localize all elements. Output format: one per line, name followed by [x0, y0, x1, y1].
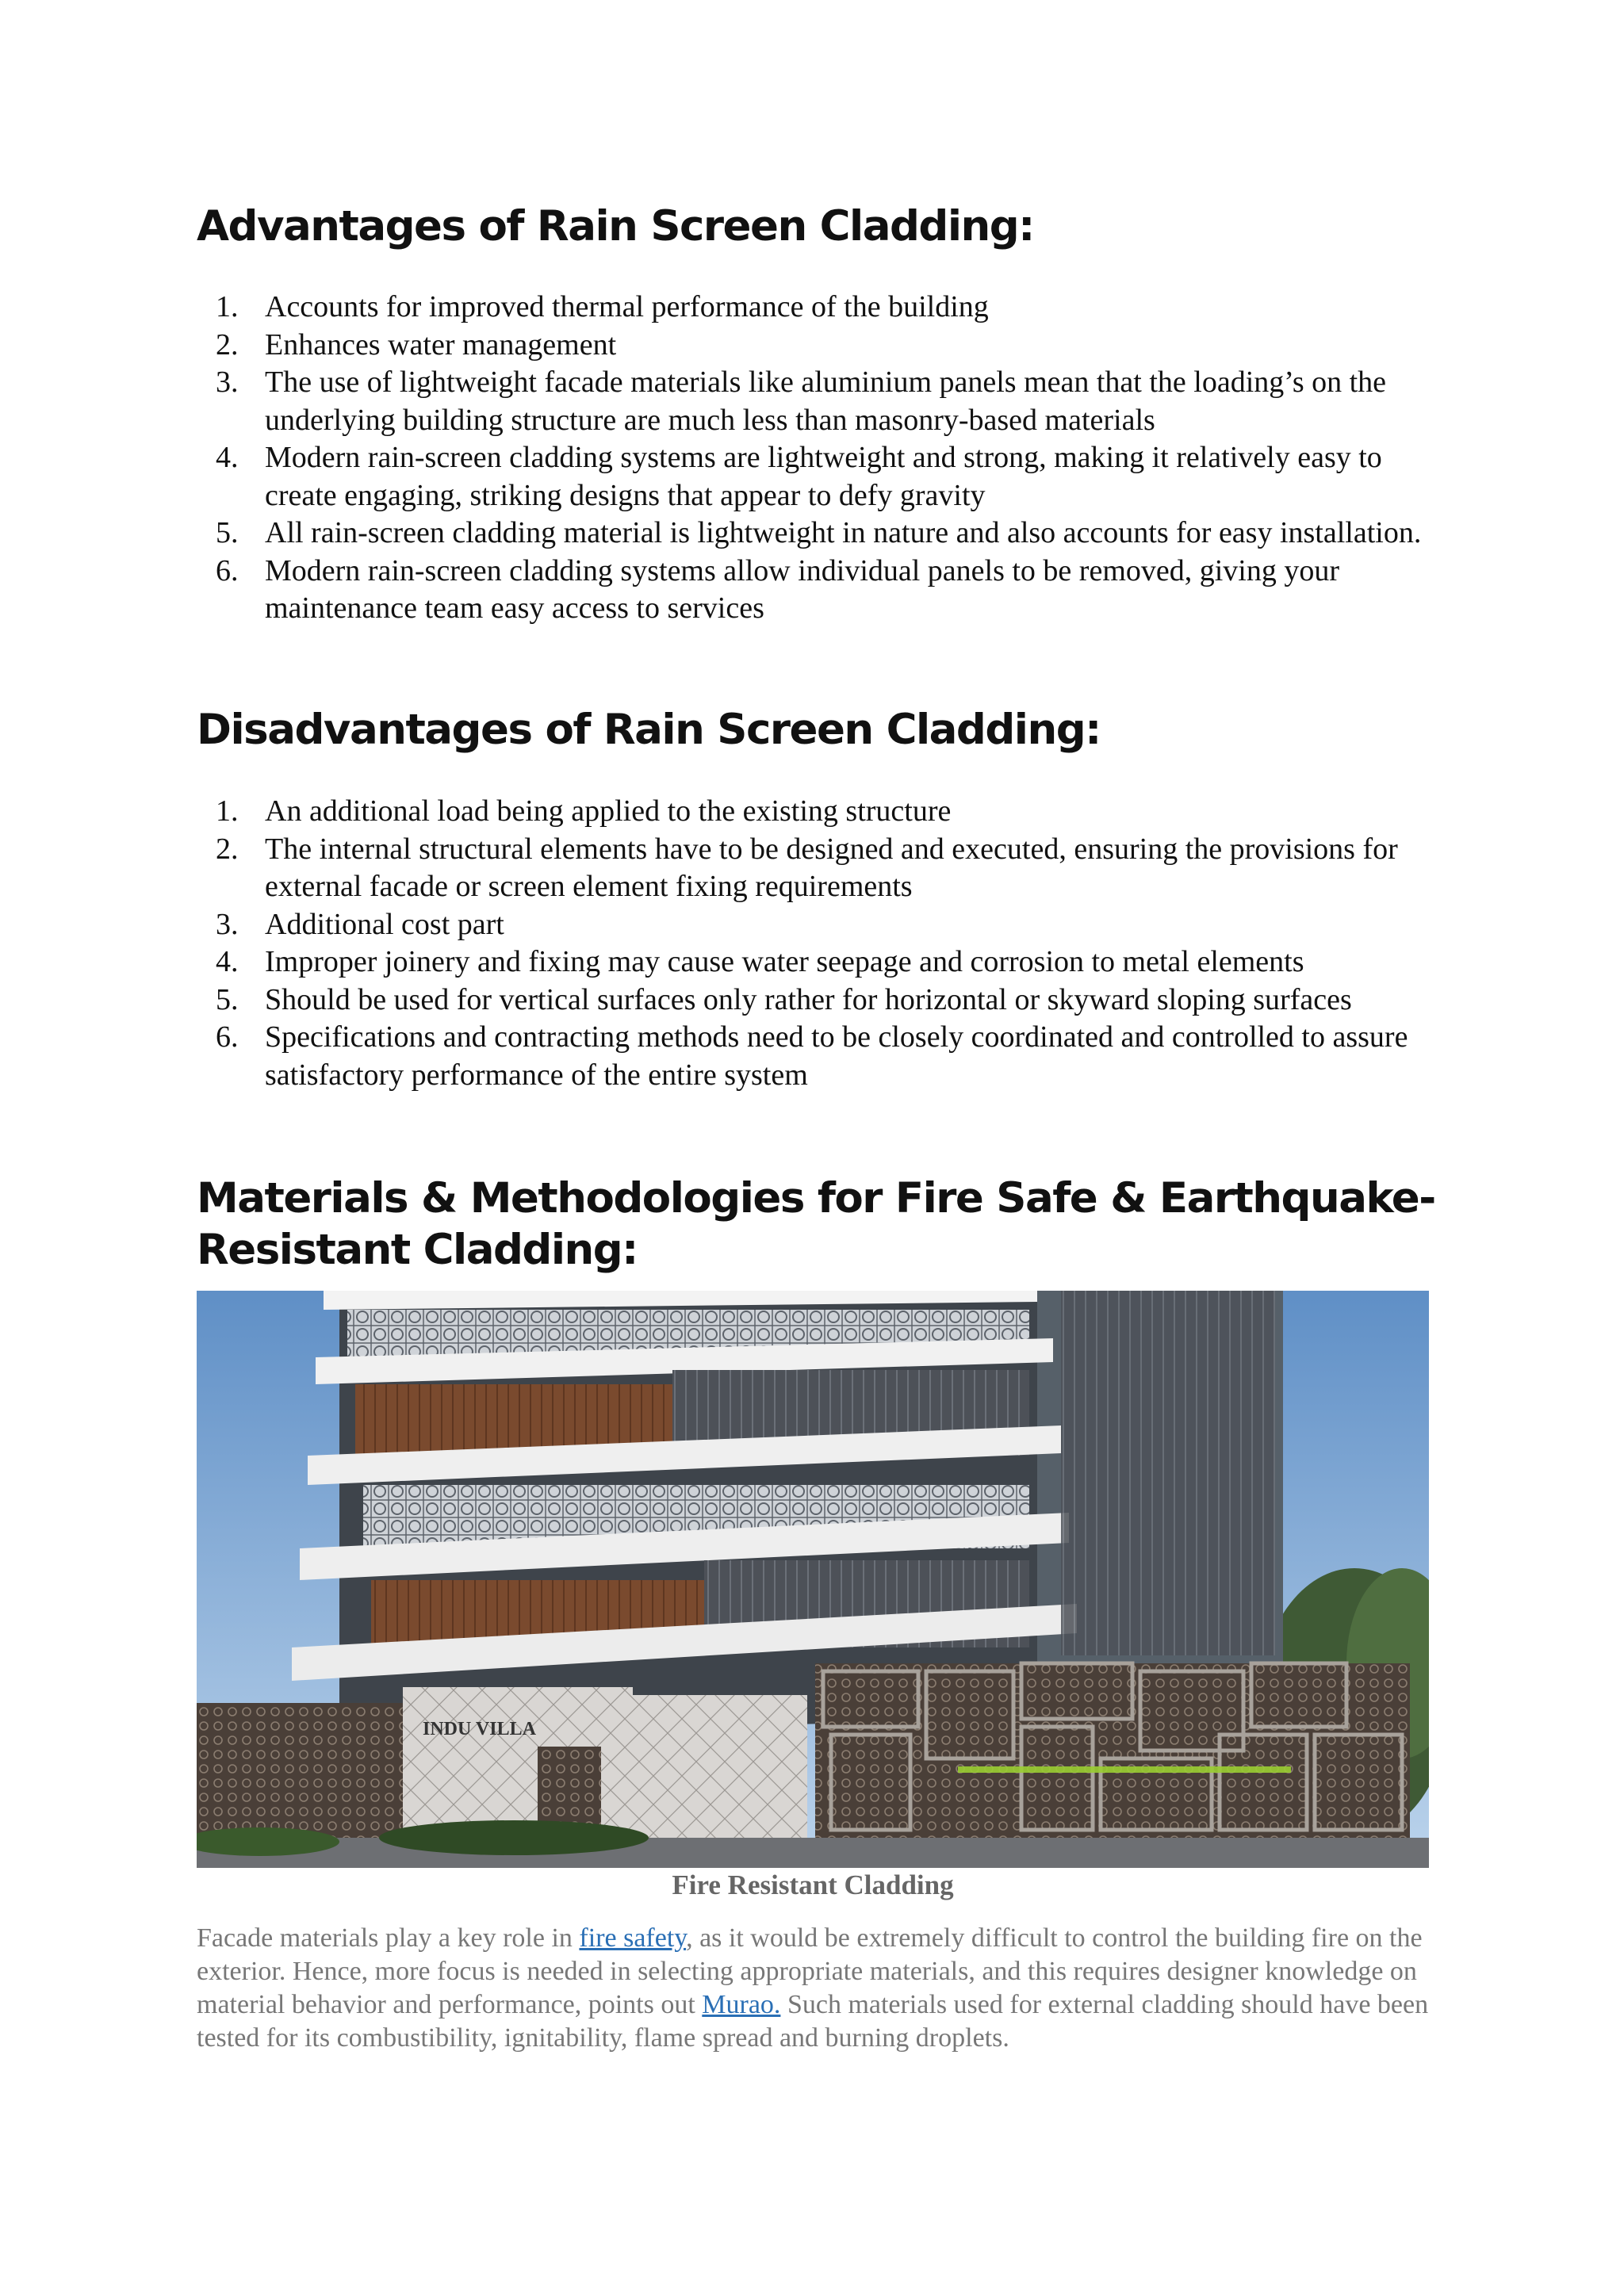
disadvantages-list — [197, 793, 1434, 1094]
list-item-number: 5. — [216, 982, 239, 1016]
list-item-text: Specifications and contracting methods need to be closely coordinated and controlled to assure satisfactory performance of the entire system — [265, 1020, 1408, 1092]
list-item-number: 2. — [216, 327, 239, 362]
advantages-list — [197, 289, 1434, 628]
advantages-heading: Advantages of Rain Screen Cladding: — [197, 202, 1034, 251]
disadvantages-list-item — [197, 982, 1434, 1020]
advantages-list-item — [197, 515, 1434, 553]
building-photo — [197, 1291, 1429, 1868]
list-item-number: 4. — [216, 441, 239, 474]
list-item-number: 2. — [216, 832, 239, 866]
figure-caption: Fire Resistant Cladding — [672, 1869, 954, 1900]
list-item-text: Modern rain-screen cladding systems are lightweight and strong, making it relatively easy to create engaging, striking designs that appear to defy gravity — [265, 441, 1382, 512]
disadvantages-list-item — [197, 906, 1434, 944]
disadvantages-list-item — [197, 831, 1434, 906]
signage-text: INDU VILLA — [423, 1719, 536, 1739]
paragraph-text-1: Facade materials play a key role in — [197, 1923, 580, 1953]
list-item-text: Additional cost part — [265, 907, 504, 941]
list-item-text: All rain-screen cladding material is lightweight in nature and also accounts for easy installation. — [265, 516, 1422, 549]
list-item-number: 3. — [216, 365, 239, 399]
list-item-text: Enhances water management — [265, 327, 617, 362]
disadvantages-list-item — [197, 1019, 1434, 1094]
murao-link[interactable]: Murao. — [702, 1990, 781, 2019]
list-item-text: Modern rain-screen cladding systems allow individual panels to be removed, giving your maintenance team easy access to services — [265, 553, 1340, 625]
list-item-number: 6. — [216, 1020, 239, 1054]
list-item-number: 1. — [216, 794, 239, 828]
list-item-number: 1. — [216, 290, 239, 323]
list-item-text: Should be used for vertical surfaces only rather for horizontal or skyward sloping surfaces — [265, 982, 1352, 1016]
advantages-list-item — [197, 364, 1434, 439]
advantages-list-item — [197, 553, 1434, 628]
materials-heading-line2: Resistant Cladding: — [197, 1226, 638, 1274]
fire-safety-link[interactable]: fire safety — [579, 1923, 687, 1953]
list-item-text: Improper joinery and fixing may cause water seepage and corrosion to metal elements — [265, 945, 1304, 978]
disadvantages-heading: Disadvantages of Rain Screen Cladding: — [197, 706, 1101, 754]
paragraph-text-2: , as it would be extremely difficult to control the building fire on the exterior. Hence, more focus is needed in selecting appropriate materials, and this requires designer knowledge on material behavior and performance, points out — [197, 1923, 1423, 2019]
list-item-number: 6. — [216, 553, 239, 587]
list-item-text: The internal structural elements have to be designed and executed, ensuring the provisions for external facade or screen element fixing requirements — [265, 832, 1398, 903]
list-item-number: 3. — [216, 907, 239, 941]
body-paragraph — [197, 1922, 1434, 2055]
advantages-list-item — [197, 327, 1434, 365]
paragraph-text-3: Such materials used for external cladding should have been tested for its combustibility, ignitability, flame spread and burning droplets. — [197, 1990, 1429, 2053]
list-item-text: Accounts for improved thermal performance of the building — [265, 290, 989, 323]
disadvantages-list-item — [197, 943, 1434, 982]
list-item-number: 4. — [216, 945, 239, 978]
advantages-list-item — [197, 439, 1434, 515]
list-item-text: The use of lightweight facade materials like aluminium panels mean that the loading’s on the underlying building structure are much less than masonry-based materials — [265, 365, 1387, 437]
list-item-number: 5. — [216, 516, 239, 549]
materials-heading-line1: Materials & Methodologies for Fire Safe & Earthquake- — [197, 1174, 1435, 1223]
list-item-text: An additional load being applied to the existing structure — [265, 794, 952, 828]
disadvantages-list-item — [197, 793, 1434, 831]
advantages-list-item — [197, 289, 1434, 327]
